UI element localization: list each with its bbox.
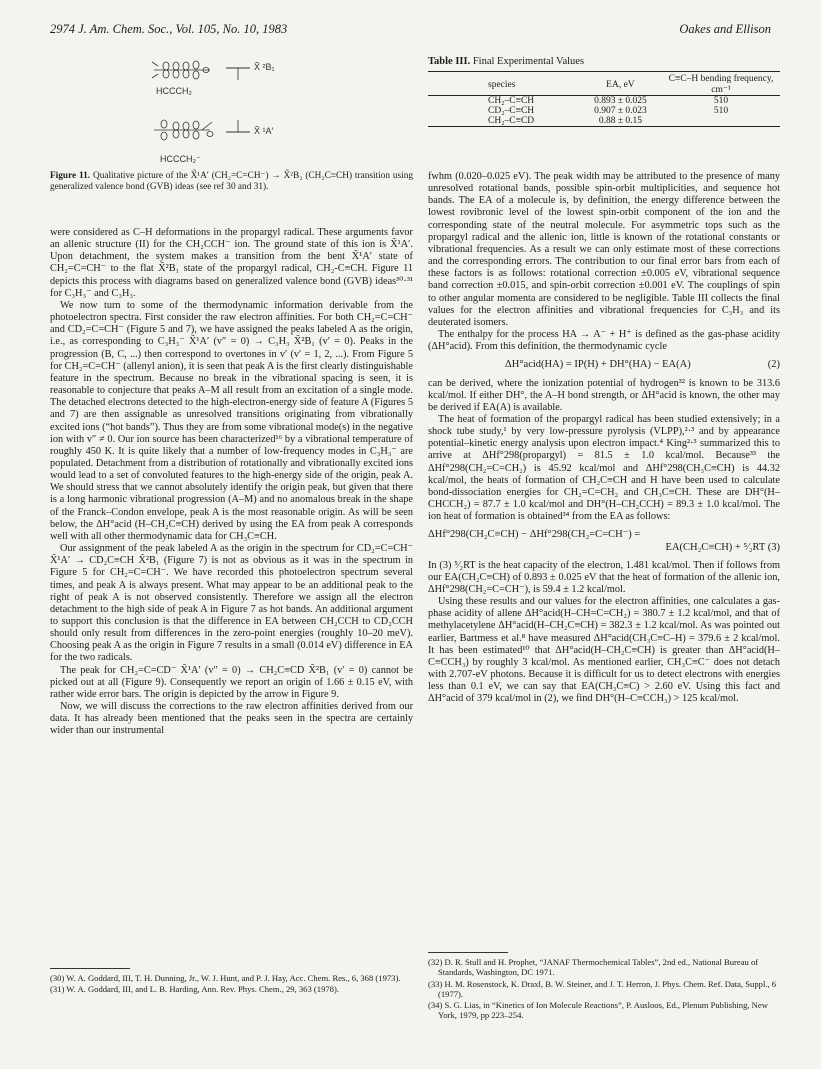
body-paragraph: can be derived, where the ionization potential of hydrogen³² is known to be 313.6 kcal/mol. If either DH°, the A–H bond strength, or ΔH°acid is known, the other may be derived if EA(A) is available. xyxy=(428,377,780,413)
table-row xyxy=(428,106,780,116)
table-cell: CH₂–C≡CH xyxy=(488,96,535,106)
figure-11-diagram xyxy=(150,56,300,168)
equation-3-text: EA(CH₂C≡CH) + ⁵⁄₂RT xyxy=(665,541,766,553)
table-row xyxy=(428,116,780,127)
table-cell: 510 xyxy=(713,96,729,106)
body-paragraph: The enthalpy for the process HA → A⁻ + H⁺ is defined as the gas-phase acidity (ΔH°acid). From this definition, the thermodynamic cycle xyxy=(428,329,780,353)
table-row xyxy=(428,96,780,107)
top-state-label: X̃ ²B₁ xyxy=(254,62,275,72)
left-footnotes xyxy=(50,968,413,996)
body-paragraph: Using these results and our values for the electron affinities, one calculates a gas-phase acidity of allene ΔH°acid(H–CH=C=CH₂) = 380.7 ± 1.2 kcal/mol, and that of methylacetylene ΔH°acid(H–CH₂C≡CH) = 382.3 ± 1.2 kcal/mol. As was pointed out earlier, Bartmess et al.⁸ have measured ΔH°acid(CH₃C≡C–H) = 379.6 ± 2 kcal/mol. It has been estimated¹⁰ that ΔH°acid(H–CH₂C≡CH) is greater than ΔH°acid(H–C≡CCH₃) by roughly 3 kcal/mol. As mentioned earlier, CH₃C≡C⁻ does not detach with 2.707-eV photons. Because it is difficult for us to detect electrons with energies less than 0.1 eV, we can say that EA(CH₃C≡C) > 2.60 eV. Using this fact and ΔH°acid of 379 kcal/mol in (2), we find DH°(H–C≡CCH₃) > 125 kcal/mol. xyxy=(428,596,780,705)
table-cell xyxy=(662,116,780,127)
body-paragraph: The heat of formation of the propargyl radical has been studied extensively; in a shock tube study,¹ by very low-pressure pyrolysis (VLPP),²·³ and by appearance potential–kinetic energy analysis upon electron impact.⁴ King²·³ summarized this to arrive at ΔHf°298(propargyl) = 81.5 ± 1.0 kcal/mol. Because³³ the ΔHf°298(CH₂=C=CH₂) is 45.92 kcal/mol and ΔHf°298(CH₃C≡CH) is 44.32 kcal/mol, the heats of formation of CH₂C≡CH and H have been used to calculate bond-dissociation energies for CH₂=C=CH₂ and CH₃C≡CH. These are DH°(H–CHCCH₂) = 87.7 ± 1.0 kcal/mol and DH°(H–CH₂CCH) = 89.3 ± 1.0 kcal/mol. The ion heat of formation is obtained³⁴ from the EA as follows: xyxy=(428,413,780,523)
body-paragraph: Now, we will discuss the corrections to the raw electron affinities derived from our data. It has already been mentioned that the peaks seen in the spectra are certainly wider than our instrumental xyxy=(50,701,413,737)
body-paragraph: fwhm (0.020–0.025 eV). The peak width may be attributed to the presence of many unresolved rotational bands, possible spin-orbit multiplicities, and sequence hot bands. The EA of a molecule is, by definition, the energy difference between the lowest rovibronic level of the lowest spin-orbit component of the ion and the corresponding state of the neutral molecule. For asymmetric tops such as the propargyl radical and the allenic ion, little is known of the rotational constants or vibrational frequencies. As a result we can only estimate most of these corrections and the corresponding errors. The contribution to our final error bars from each of these factors is as follows: rotational correction ±0.005 eV, vibrational sequence band correction ±0.015, and spin-orbit correction ±0.001 eV. The couplings of spin to other angular momenta are considered to be negligible. Table III collects the final values for the electron affinities and vibrational frequencies for C₃H₃ and its deuterated isomers. xyxy=(428,171,780,328)
running-header-right: Oakes and Ellison xyxy=(679,22,771,36)
left-column xyxy=(50,227,413,738)
table-header-ea: EA, eV xyxy=(579,74,662,96)
table-iii xyxy=(428,56,780,127)
table-cell: CD₂–C≡CH xyxy=(488,106,535,116)
footnote-rule xyxy=(428,952,508,953)
figure-caption-text: Qualitative picture of the X̃¹A′ (CH₂=C=CH⁻) → X̃²B₂ (CH₂C≡CH) transition using generalized valence bond (GVB) ideas (see ref 30 and 31). xyxy=(50,171,413,192)
table-cell: 0.88 ± 0.15 xyxy=(579,116,662,127)
footnote: (34) S. G. Lias, in “Kinetics of Ion Molecule Reactions”, P. Ausloos, Ed., Plenum Publishing, New York, 1979, pp 223–254. xyxy=(428,1000,768,1021)
table-cell: 0.907 ± 0.023 xyxy=(594,106,647,116)
table-cell: CH₂–C≡CD xyxy=(428,116,579,127)
anion-molecule-drawing xyxy=(154,120,213,140)
footnote-rule xyxy=(50,968,130,969)
body-paragraph: Our assignment of the peak labeled A as the origin in the spectrum for CD₂=C=CH⁻ X̃¹A′ → CD₂C≡CH X̃²B₁ (Figure 7) is not as obvious as it was in the spectrum in Figure 5 for CH₂=C=CH⁻. We have recorded this photoelectron spectrum several times, and peak A is always present. What may appear to be an additional peak to the right of peak A is not observed consistently. Therefore we assign all the electron detachment to the high side of peak A in Figure 7 as hot bands. An additional argument to support this conclusion is that the difference in EA between CH₂CCH to CD₂CCH should only result from differences in the zero-point energies (roughly 10–20 meV). Choosing peak A as the origin in Figure 7 results in a small (0.014 eV) difference in EA for the two radicals. xyxy=(50,543,413,664)
body-paragraph: In (3) ⁵⁄₂RT is the heat capacity of the electron, 1.481 kcal/mol. Then if follows from our EA(CH₂C≡CH) of 0.893 ± 0.025 eV that the heat of formation of the allenic ion, ΔHf°298(CH₂=C=CH⁻), is 59.4 ± 1.2 kcal/mol. xyxy=(428,559,780,595)
right-column xyxy=(428,171,780,706)
equation-2-number: (2) xyxy=(767,359,780,371)
equation-3-line-2 xyxy=(428,542,780,554)
bottom-molecule-label: HCCCH₂⁻ xyxy=(160,154,201,164)
table-cell: 510 xyxy=(713,106,729,116)
bottom-state-label: X̃ ¹A′ xyxy=(254,126,274,136)
equation-2 xyxy=(428,359,780,371)
equation-2-text: ΔH°acid(HA) = IP(H) + DH°(HA) − EA(A) xyxy=(505,359,691,371)
equation-3-number: (3) xyxy=(767,541,780,553)
radical-molecule-drawing xyxy=(152,61,210,79)
running-header-left: 2974 J. Am. Chem. Soc., Vol. 105, No. 10, 1983 xyxy=(50,22,288,36)
body-paragraph: We now turn to some of the thermodynamic information derivable from the photoelectron spectra. First consider the raw electron affinities. For both CH₂=C=CH⁻ and CD₂=C=CH⁻ (Figure 5 and 7), we have assigned the peaks labeled A as the origin, i.e., as corresponding to C₃H₃⁻ X̃¹A′ (v″ = 0) → C₃H₃ X̃²B₁ (v′ = 0). Peaks in the progression (B, C, ...) then correspond to overtones in v′ (v′ = 1, 2, ...). From Figure 5 for CH₂=C=CH⁻ (allenyl anion), it is seen that peak A is the first clearly distinguishable feature in the spectrum. Because no break in the vibrational spacing is seen, it is reasonable to conjecture that peaks A–M all result from an excitation of a single mode. The detached electrons detected to the high-electron-energy side of feature A (Figures 5 and 7) are then assignable as unresolved transitions originating from vibrationally excited ions (“hot bands”). Thus they are from some vibrational mode(s) in the negative ion with v″ ≠ 0. Our ion source has been characterized¹⁶ by a vibrational temperature of roughly 450 K. It is quite likely that a number of low-frequency modes in C₃H₃⁻ are populated. Detachment from a distribution of rotationally and vibrationally excited ions would lead to a set of convoluted features to the high-energy side of the origin, peak A. We should stress that we cannot absolutely identify the origin peak, but given that there is a long harmonic vibrational progression (A–M) and no anomalous break in the shape of the Franck–Condon envelope, peak A is the most reasonable origin. As will be seen below, the ΔH°acid (H–CH₂C≡CH) derived by using the EA from peak A corresponds well with all other thermodynamic data for CH₃C≡CH. xyxy=(50,299,413,542)
table-grid xyxy=(428,71,780,127)
table-label: Table III. xyxy=(428,56,471,67)
footnote: (32) D. R. Stull and H. Prophet, “JANAF Thermochemical Tables”, 2nd ed., National Bureau of Standards, Washington, DC 1971. xyxy=(428,957,759,978)
top-molecule-label: HCCCH₂ xyxy=(156,86,192,96)
footnote: (31) W. A. Goddard, III, and L. B. Harding, Ann. Rev. Phys. Chem., 29, 363 (1978). xyxy=(50,984,339,995)
right-footnotes xyxy=(428,952,780,1022)
table-header-species: species xyxy=(428,74,579,96)
table-cell: 0.893 ± 0.025 xyxy=(594,96,647,106)
figure-caption xyxy=(50,171,413,193)
table-title xyxy=(428,56,780,67)
table-header-frequency: C≡C–H bending frequency, cm⁻¹ xyxy=(662,74,780,96)
figure-caption-label: Figure 11. xyxy=(50,171,91,181)
equation-3-line-1: ΔHf°298(CH₂C≡CH) − ΔHf°298(CH₂=C=CH⁻) = xyxy=(428,529,641,541)
footnote: (33) H. M. Rosenstock, K. Draxl, B. W. Steiner, and J. T. Herron, J. Phys. Chem. Ref. Data, Suppl., 6 (1977). xyxy=(428,978,777,999)
footnote: (30) W. A. Goddard, III, T. H. Dunning, Jr., W. J. Hunt, and P. J. Hay, Acc. Chem. Res., 6, 368 (1973). xyxy=(50,973,401,983)
body-paragraph: were considered as C–H deformations in the propargyl radical. These arguments favor an allenic structure (II) for the CH₂CCH⁻ ion. The ground state of this ion is X̃¹A′. Upon detachment, the system makes a transition from the bent X̃¹A′ state of CH₂=C=CH⁻ to the flat X̃²B₁ state of the propargyl radical, CH₂-C≡CH. Figure 11 depicts this process with diagrams based on generalized valence bond (GVB) ideas³⁰·³¹ for C₃H₃⁻ and C₃H₃. xyxy=(50,227,413,299)
table-title-text: Final Experimental Values xyxy=(472,56,585,67)
body-paragraph: The peak for CH₂=C=CD⁻ X̃¹A′ (v″ = 0) → CH₂C≡CD X̃²B₁ (v′ = 0) cannot be picked out at all (Figure 9). Consequently we report an origin of 1.66 ± 0.15 eV, with rather wide error bars. The origin is depicted by the arrow in Figure 9. xyxy=(50,664,413,700)
